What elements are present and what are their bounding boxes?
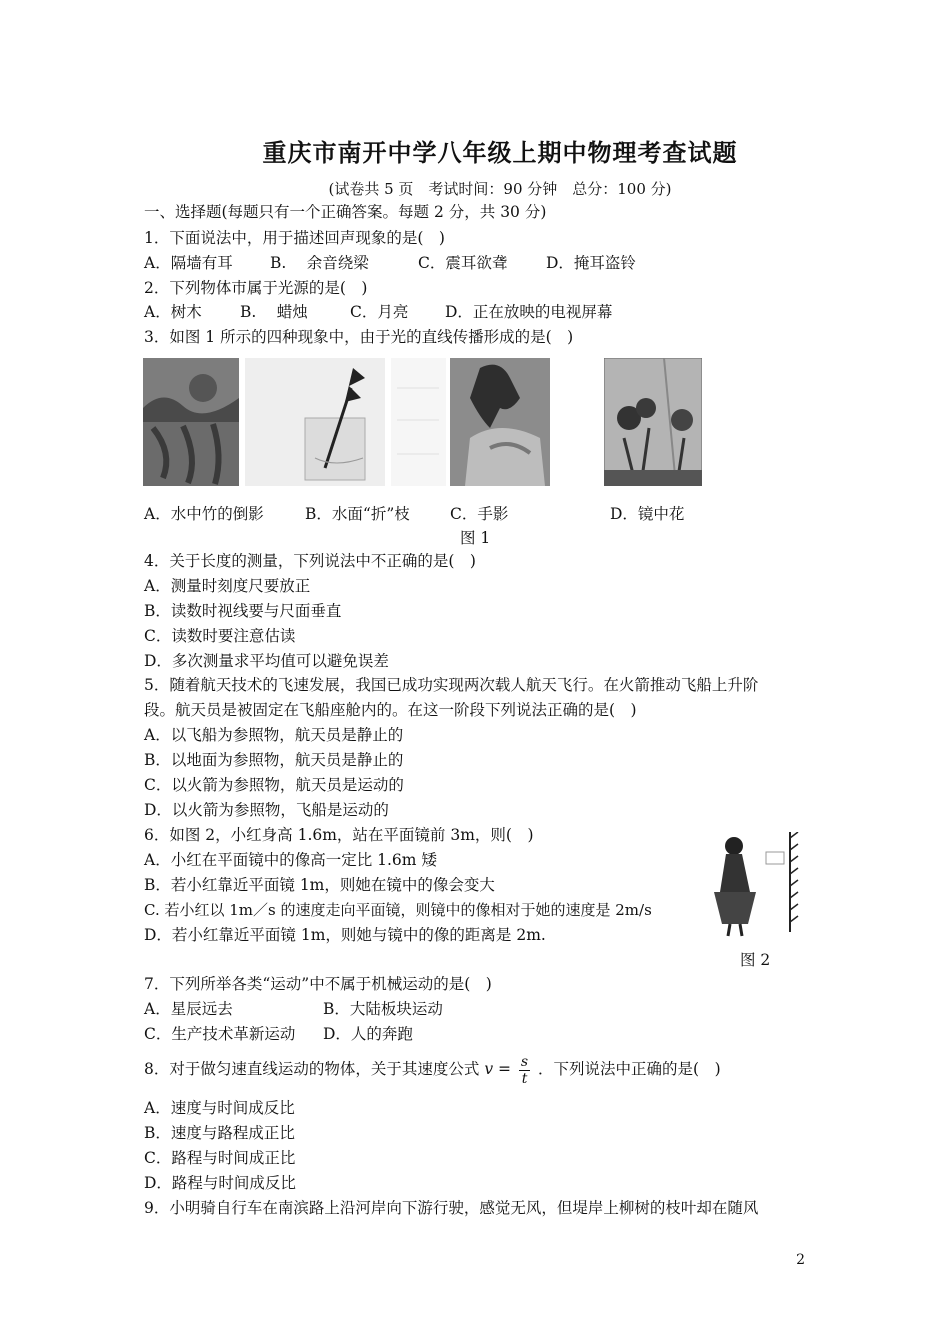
- q5-option-b: B．以地面为参照物，航天员是静止的: [144, 751, 404, 769]
- figure1-photo-blank: [391, 358, 446, 486]
- figure1-photo-d: [604, 358, 702, 486]
- page-title: 重庆市南开中学八年级上期中物理考查试题: [262, 138, 738, 167]
- q7-option-a: A．星辰远去: [144, 1000, 233, 1018]
- q8-option-a: A．速度与时间成反比: [144, 1099, 295, 1117]
- q8-formula-numerator: s: [520, 1053, 529, 1070]
- q6-option-a: A．小红在平面镜中的像高一定比 1.6m 矮: [144, 851, 437, 869]
- section-heading: 一、选择题(每题只有一个正确答案。每题 2 分，共 30 分): [144, 203, 547, 221]
- q2-stem: 2．下列物体巿属于光源的是( ): [144, 279, 368, 297]
- q8-stem-post: ．下列说法中正确的是( ): [538, 1060, 721, 1078]
- q4-option-c: C．读数时要注意估读: [144, 627, 296, 645]
- q5-option-d: D．以火箭为参照物，飞船是运动的: [144, 801, 389, 819]
- q1-option-c: C．震耳欲聋: [418, 254, 508, 272]
- q1-stem: 1．下面说法中，用于描述回声现象的是( ): [144, 229, 445, 247]
- q4-stem: 4．关于长度的测量，下列说法中不正确的是( ): [144, 552, 476, 570]
- q8-stem: [144, 1052, 721, 1087]
- q6-option-b: B．若小红靠近平面镜 1m，则她在镜中的像会变大: [144, 876, 495, 894]
- q2-option-b: B. 蜡烛: [240, 303, 308, 321]
- q3-option-a: A．水中竹的倒影: [144, 505, 264, 523]
- q8-formula-denominator: t: [521, 1070, 528, 1087]
- q5-option-c: C．以火箭为参照物，航天员是运动的: [144, 776, 404, 794]
- figure1-photo-c: [450, 358, 550, 486]
- figure1-photo-b: [245, 358, 385, 486]
- q1-option-d: D．掩耳盗铃: [546, 254, 636, 272]
- q7-stem: 7．下列所举各类“运动”中不属于机械运动的是( ): [144, 975, 492, 993]
- q1-option-b: B. 余音绕梁: [270, 254, 369, 272]
- q5-stem-line2: 段。航天员是被固定在飞船座舱内的。在这一阶段下列说法正确的是( ): [144, 701, 637, 719]
- q8-stem-pre: 8．对于做匀速直线运动的物体，关于其速度公式: [144, 1060, 480, 1078]
- q3-option-c: C．手影: [450, 505, 509, 523]
- q7-option-b: B．大陆板块运动: [323, 1000, 443, 1018]
- q4-option-d: D．多次测量求平均值可以避免误差: [144, 652, 389, 670]
- q6-option-c: C. 若小红以 1m／s 的速度走向平面镜，则镜中的像相对于她的速度是 2m/s: [144, 901, 652, 919]
- q3-stem: 3．如图 1 所示的四种现象中，由于光的直线传播形成的是( ): [144, 328, 574, 346]
- q3-option-b: B．水面“折”枝: [305, 505, 410, 523]
- q4-option-a: A．测量时刻度尺要放正: [144, 577, 311, 595]
- q7-option-c: C．生产技术革新运动: [144, 1025, 296, 1043]
- page-number: 2: [796, 1252, 805, 1268]
- q1-option-a: A．隔墙有耳: [144, 254, 233, 272]
- q2-option-c: C．月亮: [350, 303, 409, 321]
- q6-option-d: D．若小红靠近平面镜 1m，则她与镜中的像的距离是 2m.: [144, 926, 546, 944]
- q8-option-c: C．路程与时间成正比: [144, 1149, 296, 1167]
- q6-stem: 6．如图 2，小红身高 1.6m，站在平面镜前 3m，则( ): [144, 826, 534, 844]
- figure2-label: 图 2: [740, 951, 771, 969]
- exam-info: (试卷共 5 页 考试时间：90 分钟 总分：100 分): [328, 180, 672, 198]
- q8-formula-lhs: v =: [484, 1060, 511, 1078]
- q9-stem: 9．小明骑自行车在南滨路上沿河岸向下游行驶，感觉无风，但堤岸上柳树的枝叶却在随风: [144, 1199, 759, 1217]
- q5-option-a: A．以飞船为参照物，航天员是静止的: [144, 726, 404, 744]
- q3-option-d: D．镜中花: [610, 505, 685, 523]
- q2-option-d: D．正在放映的电视屏幕: [445, 303, 613, 321]
- q8-option-d: D．路程与时间成反比: [144, 1174, 296, 1192]
- figure1-label: 图 1: [460, 529, 491, 547]
- q7-option-d: D．人的奔跑: [323, 1025, 413, 1043]
- q8-formula-fraction: [519, 1054, 530, 1087]
- q4-option-b: B．读数时视线要与尺面垂直: [144, 602, 342, 620]
- q5-stem-line1: 5．随着航天技术的飞速发展，我国已成功实现两次载人航天飞行。在火箭推动飞船上升阶: [144, 676, 759, 694]
- q2-option-a: A．树木: [144, 303, 202, 321]
- figure2-illustration: [700, 832, 808, 940]
- figure1-photo-a: [143, 358, 239, 486]
- q8-option-b: B．速度与路程成正比: [144, 1124, 295, 1142]
